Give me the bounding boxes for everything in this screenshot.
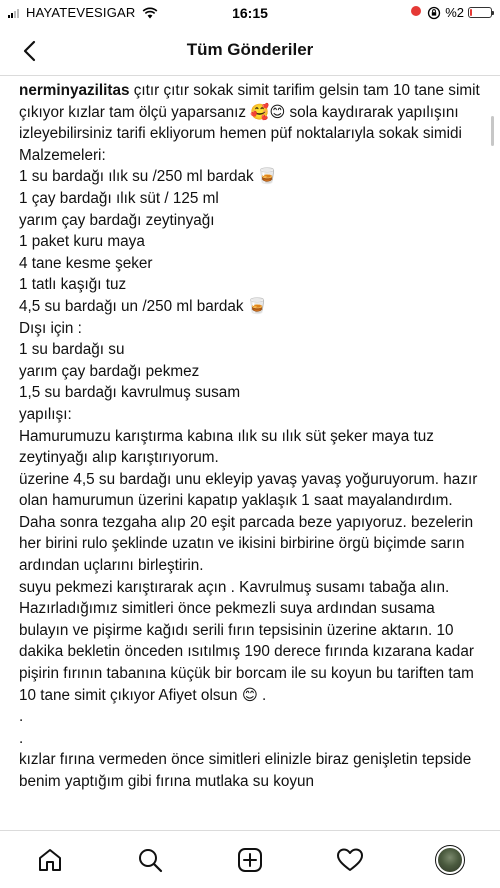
new-post-icon (237, 847, 263, 873)
carrier-name: HAYATEVESIGAR (26, 5, 136, 20)
caption-line: 4,5 su bardağı un /250 ml bardak 🥃 (19, 297, 267, 315)
caption-line: Daha sonra tezgaha alıp 20 eşit parcada beze yapıyoruz. bezelerin her birini rulo şeklinde uzatın ve ikisini birbirine örgü biçimde sarın ardından uçlarını birleştirin. (19, 513, 474, 575)
activity-heart-icon (336, 847, 364, 873)
caption-line: 1 çay bardağı ılık süt / 125 ml (19, 189, 219, 207)
caption-line: 1 tatlı kaşığı tuz (19, 276, 127, 294)
status-time: 16:15 (232, 5, 268, 21)
avatar-image (438, 848, 462, 872)
profile-avatar (435, 845, 465, 875)
tab-search[interactable] (130, 840, 170, 880)
tab-profile[interactable] (430, 840, 470, 880)
tab-home[interactable] (30, 840, 70, 880)
status-bar (0, 0, 500, 26)
recording-dot-icon (411, 6, 421, 16)
search-icon (137, 847, 163, 873)
caption-line: . (19, 708, 24, 726)
caption-line: yarım çay bardağı pekmez (19, 362, 200, 380)
home-icon (37, 847, 63, 873)
caption-line: yapılışı: (19, 405, 72, 423)
caption-line: 1,5 su bardağı kavrulmuş susam (19, 384, 241, 402)
battery-percent: %2 (445, 5, 464, 20)
tab-bar (0, 830, 500, 888)
caption-intro (19, 80, 487, 145)
caption-line: üzerine 4,5 su bardağı unu ekleyip yavaş yavaş yoğuruyorum. hazır olan hamurumun üzerini kapatıp yaklaşık 1 saat mayalandırdım. (19, 470, 478, 510)
nav-header (0, 26, 500, 76)
caption-line: 1 su bardağı ılık su /250 ml bardak 🥃 (19, 168, 277, 186)
caption-line: suyu pekmezi karıştırarak açın . Kavrulmuş susamı tabağa alın. Hazırladığımız simitleri önce pekmezli suya ardından susama bulayın ve pişirme kağıdı serili fırın tepsisinin üzerine aktarın. 10 dakika bekletin önceden ısıtılmış 190 derece fırında kızarana kadar pişirin fırının tabanına küçük bir borcam ile su koyun bu tariften tam 10 tane simit çıkıyor Afiyet olsun 😊 . (19, 578, 474, 704)
caption-line: çıtır çıtır sokak simit tarifim gelsin tam 10 tane simit çıkıyor kızlar tam ölçü yaparsanız 🥰😊 sola kaydırarak yapılışını izleyebilirsiniz tarifi ekliyorum hemen püf noktalarıyla sokak simidi (19, 82, 480, 143)
caption-line: Malzemeleri: (19, 146, 106, 164)
caption-line: 4 tane kesme şeker (19, 254, 153, 272)
battery-icon (468, 7, 492, 18)
caption-line: Hamurumuzu karıştırma kabına ılık su ılık süt şeker maya tuz zeytinyağı alıp karıştırıyorum. (19, 427, 434, 467)
status-right (411, 5, 492, 20)
post-caption (19, 80, 487, 820)
caption-line: yarım çay bardağı zeytinyağı (19, 211, 215, 229)
post-username[interactable]: nerminyazilitas (19, 82, 130, 99)
scrollbar[interactable] (491, 116, 494, 146)
caption-line: Dışı için : (19, 319, 82, 337)
caption-line: 1 paket kuru maya (19, 233, 145, 251)
page-title: Tüm Gönderiler (186, 40, 314, 59)
caption-line: 1 su bardağı su (19, 341, 125, 359)
caption-line: . (19, 729, 24, 747)
caption-line: kızlar fırına vermeden önce simitleri elinizle biraz genişletin tepside benim yaptığım gibi fırına mutlaka su koyun (19, 751, 472, 790)
tab-activity[interactable] (330, 840, 370, 880)
battery-level (470, 9, 472, 16)
tab-new-post[interactable] (230, 840, 270, 880)
rotation-lock-icon (427, 6, 441, 20)
